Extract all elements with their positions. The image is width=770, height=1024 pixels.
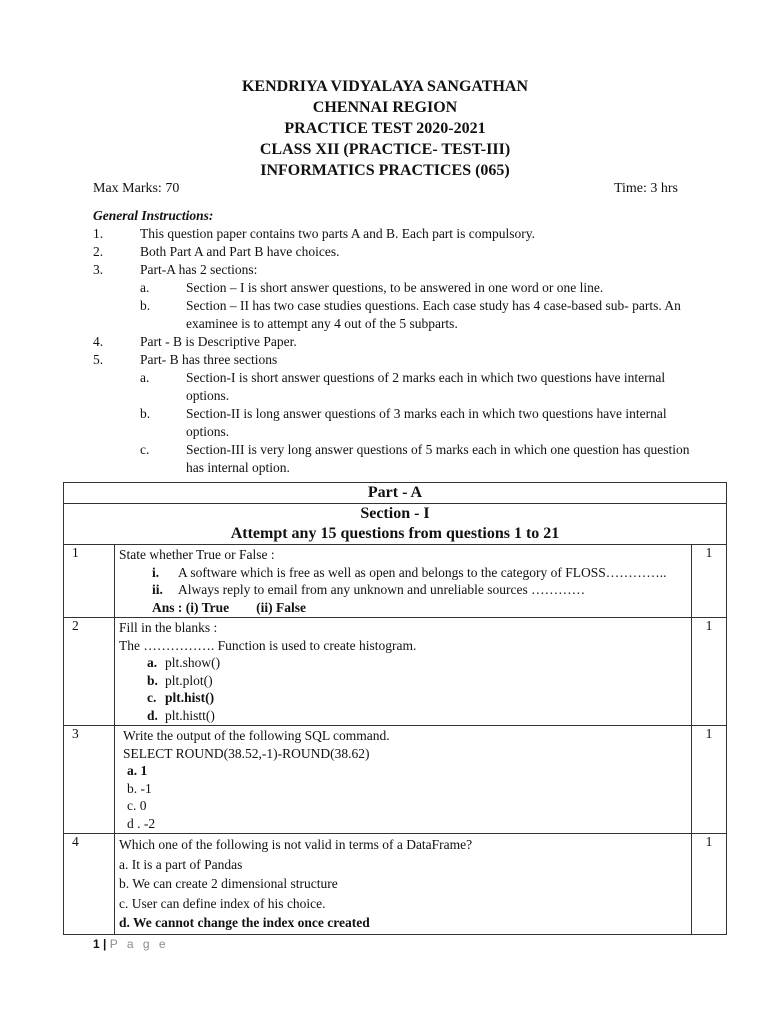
- option-correct: d. We cannot change the index once created: [119, 915, 370, 930]
- instructions-title: General Instructions:: [93, 208, 214, 223]
- statement-i: A software which is free as well as open and belongs to the category of FLOSS…………..: [178, 564, 667, 580]
- option-item: a. It is a part of Pandas: [119, 856, 243, 872]
- option-item: c. 0: [127, 798, 147, 813]
- question-stem: Which one of the following is not valid in terms of a DataFrame?: [119, 837, 473, 852]
- attempt-note: Attempt any 15 questions from questions 1 to 21: [230, 525, 560, 542]
- instruction-item: 3. Part-A has 2 sections:: [93, 262, 258, 277]
- general-instructions: [93, 207, 693, 477]
- instruction-item: 2. Both Part A and Part B have choices.: [93, 244, 340, 259]
- section-title: Section - I: [360, 505, 430, 522]
- sql-command: SELECT ROUND(38.52,-1)-ROUND(38.62): [123, 745, 370, 761]
- instruction-subitem: b. Section-II is long answer questions of 3 marks each in which two questions have internal options.: [140, 406, 667, 439]
- question-stem: State whether True or False :: [119, 547, 275, 562]
- instruction-item: 1. This question paper contains two parts A and B. Each part is compulsory.: [93, 226, 536, 241]
- option-item: a. plt.show(): [147, 655, 221, 670]
- question-row: [64, 545, 727, 618]
- option-item: d. plt.histt(): [147, 707, 215, 723]
- question-stem: Fill in the blanks :: [119, 620, 218, 635]
- question-stem: Write the output of the following SQL command.: [123, 728, 390, 743]
- exam-header: [0, 76, 770, 181]
- page-number: 1 |: [93, 937, 107, 951]
- question-line: The ……………. Function is used to create histogram.: [119, 637, 417, 653]
- statement-ii: Always reply to email from any unknown and unreliable sources …………: [178, 582, 586, 597]
- marks-time-row: [93, 181, 678, 197]
- question-number: 1: [64, 545, 115, 618]
- question-marks: 1: [692, 834, 727, 935]
- question-number: 4: [64, 834, 115, 935]
- question-table: [63, 482, 727, 935]
- question-body: [115, 834, 692, 935]
- question-body: [115, 726, 692, 834]
- instruction-item: 4. Part - B is Descriptive Paper.: [93, 334, 297, 349]
- subject-name: INFORMATICS PRACTICES (065): [260, 162, 510, 179]
- class-name: CLASS XII (PRACTICE- TEST-III): [259, 141, 511, 158]
- instruction-subitem: a. Section – I is short answer questions, to be answered in one word or one line.: [140, 280, 604, 295]
- option-item: d . -2: [127, 815, 156, 831]
- question-body: [115, 618, 692, 726]
- option-item: c. User can define index of his choice.: [119, 895, 326, 911]
- part-title: Part - A: [367, 484, 423, 501]
- question-marks: 1: [692, 618, 727, 726]
- question-row: [64, 834, 727, 935]
- region: CHENNAI REGION: [312, 99, 458, 116]
- option-correct: a. 1: [127, 763, 148, 778]
- question-marks: 1: [692, 726, 727, 834]
- option-item: b. -1: [127, 780, 152, 796]
- question-marks: 1: [692, 545, 727, 618]
- question-number: 3: [64, 726, 115, 834]
- section-heading: [64, 504, 727, 545]
- instruction-subitem: a. Section-I is short answer questions of 2 marks each in which two questions have internal options.: [140, 370, 666, 403]
- question-number: 2: [64, 618, 115, 726]
- option-item: b. plt.plot(): [147, 672, 213, 688]
- question-row: [64, 726, 727, 834]
- time-allowed: Time: 3 hrs: [613, 181, 678, 196]
- table-heading: [64, 483, 727, 504]
- option-item-correct: c. plt.hist(): [147, 690, 215, 705]
- question-body: State whether True or False : i. A software which is free as well as open and belongs to the category of FLOSS………….. ii. Always reply to email from any unknown and unreliable sources ………… Ans : (i) True (ii) False: [115, 545, 692, 618]
- answer-text: Ans : (i) True (ii) False: [152, 599, 306, 615]
- org-name: KENDRIYA VIDYALAYA SANGATHAN: [241, 78, 528, 95]
- instruction-subitem: c. Section-III is very long answer questions of 5 marks each in which one question has question has internal option.: [140, 442, 690, 475]
- page-footer: [93, 937, 169, 951]
- page-label: P a g e: [109, 937, 169, 951]
- instruction-subitem: b. Section – II has two case studies questions. Each case study has 4 case-based sub- parts. An examinee is to attempt any 4 out of the 5 subparts.: [140, 298, 681, 331]
- test-name: PRACTICE TEST 2020-2021: [284, 120, 486, 137]
- question-row: [64, 618, 727, 726]
- max-marks: Max Marks: 70: [93, 181, 180, 196]
- instruction-item: 5. Part- B has three sections: [93, 352, 278, 367]
- option-item: b. We can create 2 dimensional structure: [119, 876, 338, 891]
